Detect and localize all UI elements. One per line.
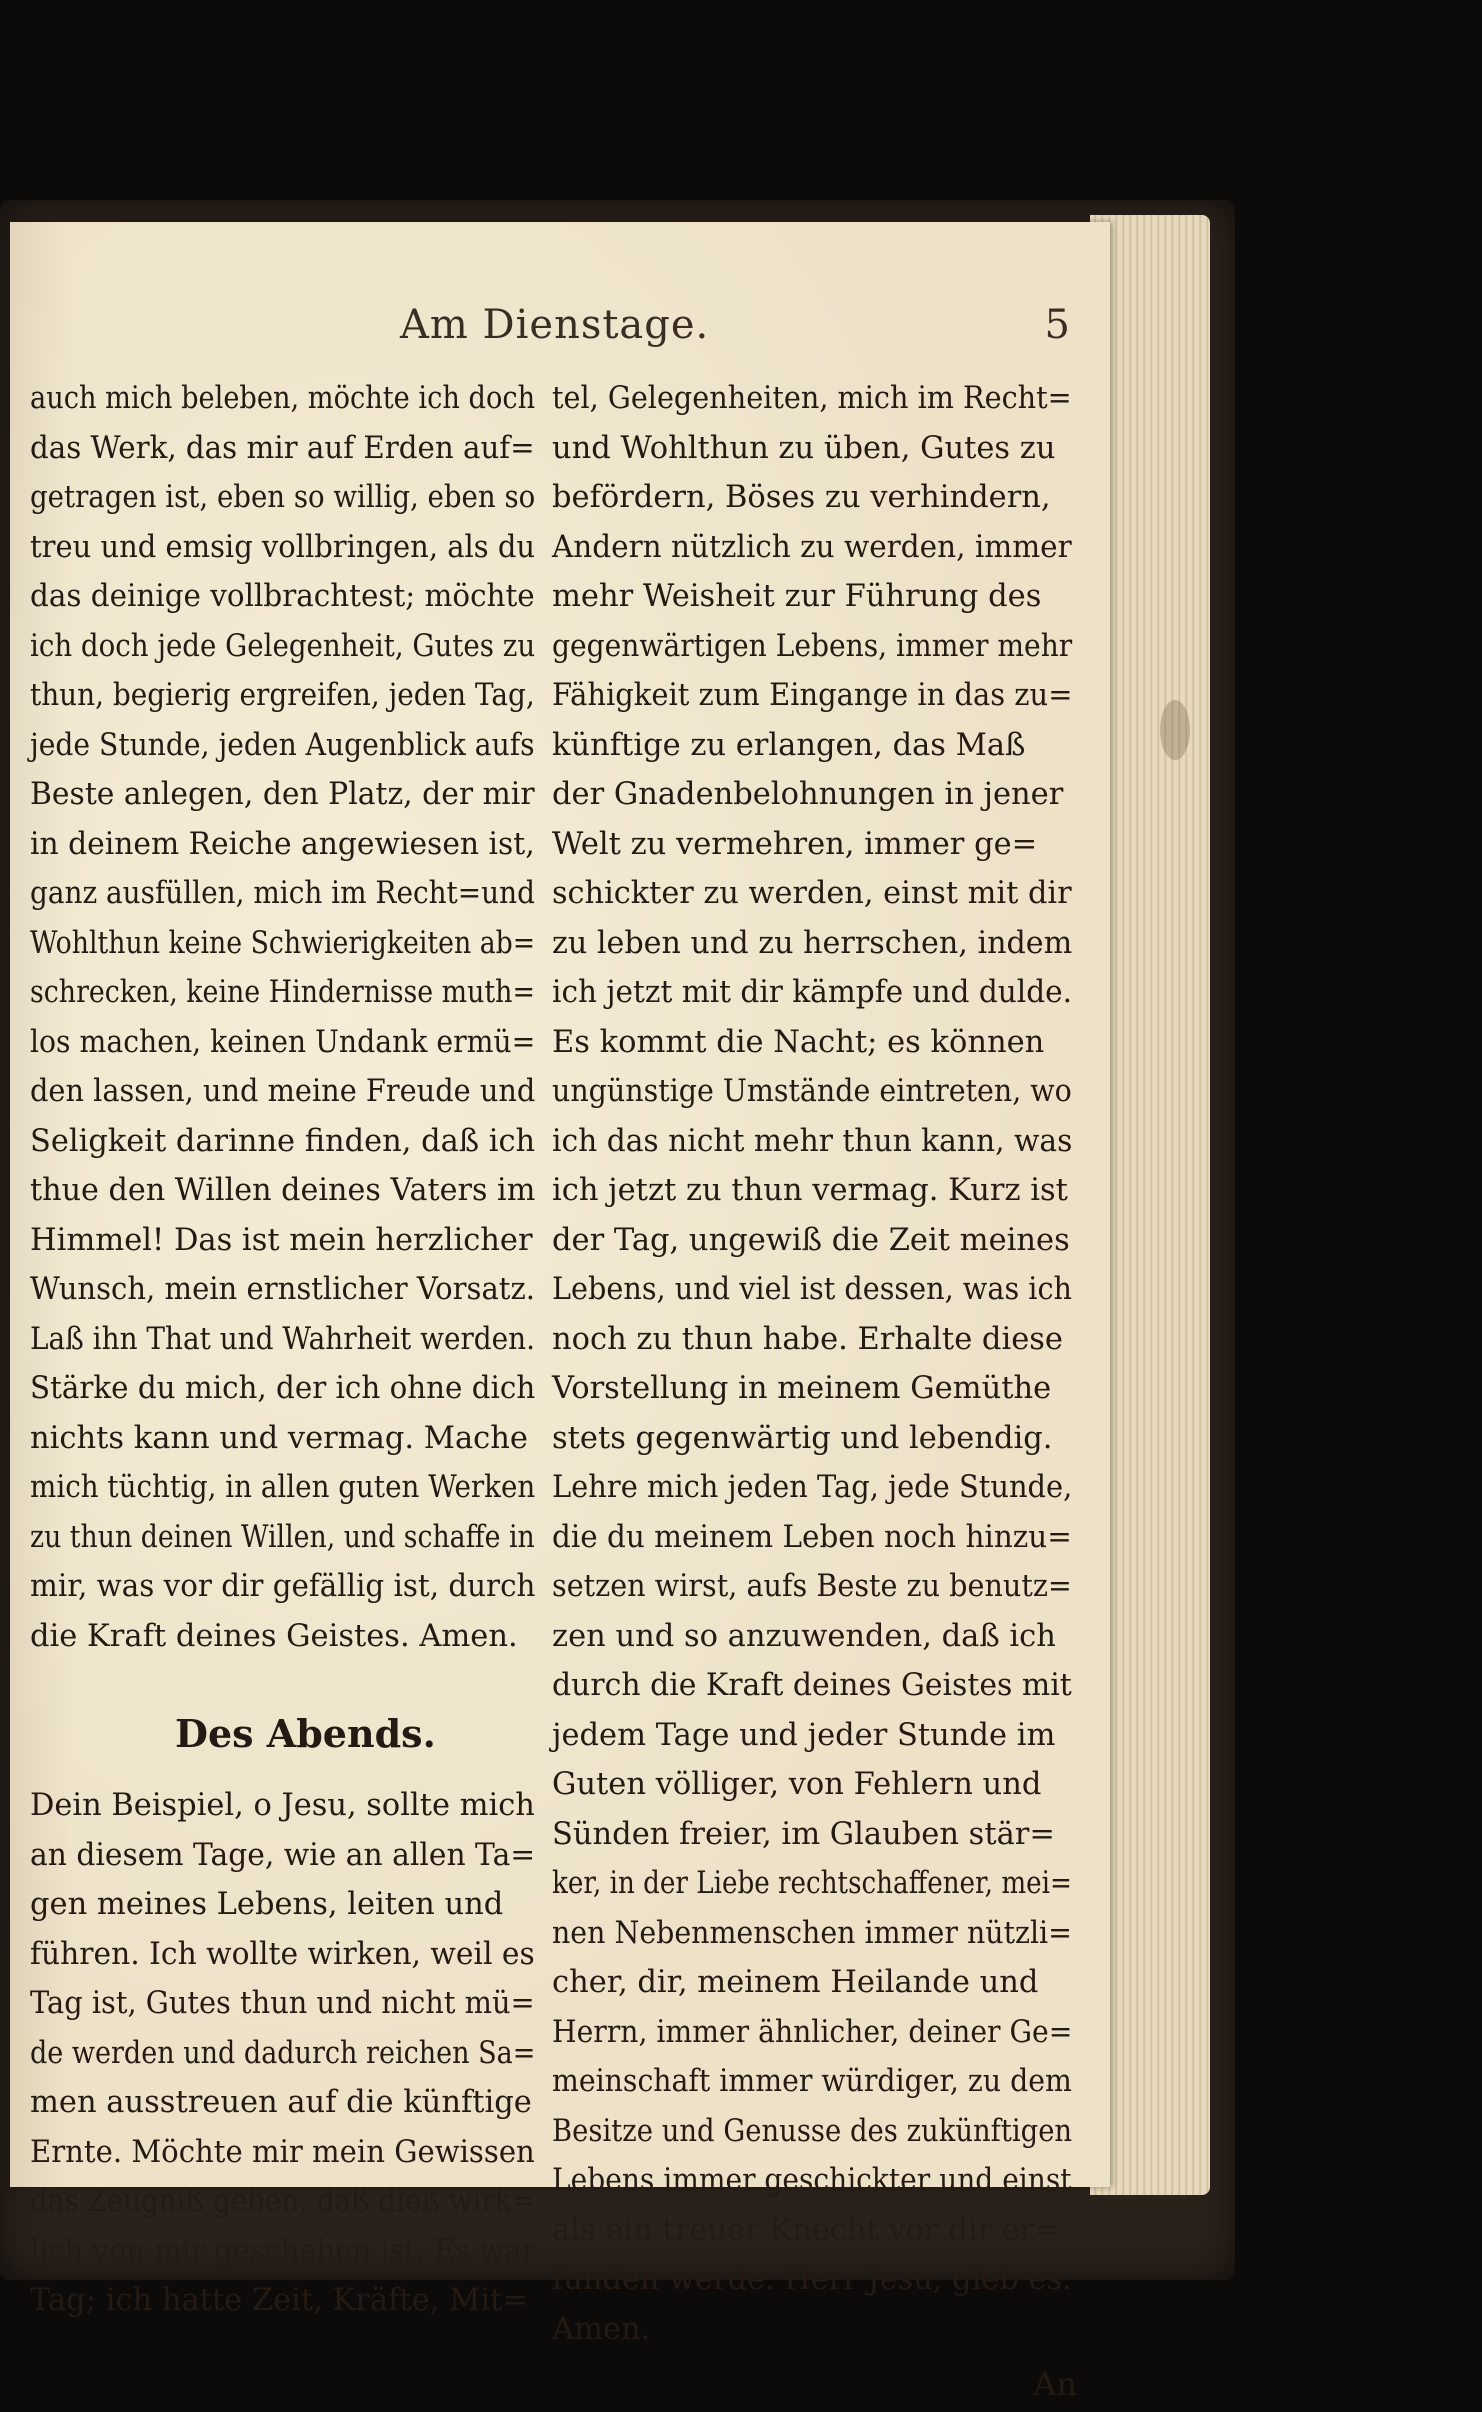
text-line: ganz ausfüllen, mich im Recht=und [30, 876, 535, 911]
text-line: ungünstige Umstände eintreten, wo [552, 1074, 1072, 1109]
left-column [30, 374, 540, 2326]
book-page [10, 222, 1110, 2403]
text-line: setzen wirst, aufs Beste zu benutz= [552, 1569, 1072, 1604]
text-line: los machen, keinen Undank ermü= [30, 1024, 536, 1060]
text-line: zen und so anzuwenden, daß ich [552, 1618, 1056, 1654]
text-line: jede Stunde, jeden Augenblick aufs [30, 727, 535, 763]
text-line: Dein Beispiel, o Jesu, sollte mich [30, 1788, 535, 1823]
text-line: führen. Ich wollte wirken, weil es [30, 1936, 535, 1972]
running-title: Am Dienstage. [400, 302, 710, 348]
text-line: Wohlthun keine Schwierigkeiten ab= [30, 925, 536, 961]
text-line: Tag ist, Gutes thun und nicht mü= [30, 1986, 535, 2021]
text-line: auch mich beleben, möchte ich doch [30, 381, 536, 416]
text-line: Guten völliger, von Fehlern und [552, 1767, 1042, 1802]
text-line: gen meines Lebens, leiten und [30, 1887, 504, 1922]
text-line: zu leben und zu herrschen, indem [552, 925, 1073, 961]
text-line: thue den Willen deines Vaters im [30, 1173, 536, 1208]
text-line: nen Nebenmenschen immer nützli= [552, 1915, 1072, 1951]
text-line: stets gegenwärtig und lebendig. [552, 1420, 1053, 1456]
text-line: die du meinem Leben noch hinzu= [552, 1519, 1072, 1555]
text-line: Wunsch, mein ernstlicher Vorsatz. [30, 1272, 535, 1307]
text-line: zu thun deinen Willen, und schaffe in [30, 1519, 535, 1555]
text-line: Seligkeit darinne finden, daß ich [30, 1123, 536, 1159]
text-line: thun, begierig ergreifen, jeden Tag, [30, 678, 535, 713]
text-line: ich jetzt mit dir kämpfe und dulde. [552, 975, 1072, 1010]
text-line: Sünden freier, im Glauben stär= [552, 1816, 1055, 1852]
text-line: die Kraft deines Geistes. Amen. [30, 1618, 518, 1654]
text-line: Lebens, und viel ist dessen, was ich [552, 1272, 1072, 1307]
text-line: Ernte. Möchte mir mein Gewissen [30, 2134, 535, 2170]
text-line: an diesem Tage, wie an allen Ta= [30, 1837, 536, 1873]
text-line: Es kommt die Nacht; es können [552, 1024, 1045, 1060]
text-line: lich von mir geschehen ist. Es war [30, 2233, 536, 2269]
text-line: ker, in der Liebe rechtschaffener, mei= [552, 1866, 1072, 1901]
text-line: befördern, Böses zu verhindern, [552, 480, 1051, 515]
text-line: Vorstellung in meinem Gemüthe [552, 1371, 1052, 1406]
left-column-bottom-text [30, 1781, 540, 2326]
text-line: ich jetzt zu thun vermag. Kurz ist [552, 1173, 1068, 1208]
text-line: mich tüchtig, in allen guten Werken [30, 1470, 536, 1505]
text-line: ich das nicht mehr thun kann, was [552, 1123, 1073, 1159]
text-line: das Zeugniß geben, daß dieß wirk= [30, 2184, 535, 2219]
text-line: ich doch jede Gelegenheit, Gutes zu [30, 628, 536, 664]
text-line: Herrn, immer ähnlicher, deiner Ge= [552, 2014, 1073, 2050]
text-line: tel, Gelegenheiten, mich im Recht= [552, 381, 1072, 416]
text-line: Fähigkeit zum Eingange in das zu= [552, 678, 1073, 713]
text-line: noch zu thun habe. Erhalte diese [552, 1321, 1063, 1357]
text-line: und Wohlthun zu üben, Gutes zu [552, 430, 1056, 466]
text-line: mehr Weisheit zur Führung des [552, 579, 1042, 614]
text-line: Besitze und Genusse des zukünftigen [552, 2113, 1073, 2149]
text-line: men ausstreuen auf die künftige [30, 2085, 532, 2120]
running-header [30, 302, 1070, 352]
text-line: meinschaft immer würdiger, zu dem [552, 2064, 1072, 2099]
text-line: schickter zu werden, einst mit dir [552, 876, 1072, 911]
text-line: der Gnadenbelohnungen in jener [552, 777, 1064, 812]
text-line: durch die Kraft deines Geistes mit [552, 1668, 1072, 1703]
section-heading: Des Abends. [175, 1711, 436, 1756]
text-line: schrecken, keine Hindernisse muth= [30, 975, 535, 1010]
text-line: nichts kann und vermag. Mache [30, 1420, 528, 1456]
text-line: Beste anlegen, den Platz, der mir [30, 777, 535, 812]
page-number: 5 [1044, 302, 1070, 348]
text-line: Lehre mich jeden Tag, jede Stunde, [552, 1470, 1073, 1505]
text-line: jedem Tage und jeder Stunde im [552, 1717, 1056, 1753]
text-line: Welt zu vermehren, immer ge= [552, 826, 1038, 862]
text-line: künftige zu erlangen, das Maß [552, 727, 1026, 763]
text-line: Laß ihn That und Wahrheit werden. [30, 1321, 536, 1357]
text-line: Lebens immer geschickter und einst [552, 2163, 1072, 2198]
catchword: An [1033, 2365, 1077, 2403]
left-column-top-text [30, 374, 540, 1661]
text-line: als ein treuer Knecht vor dir er= [552, 2212, 1061, 2248]
text-line: der Tag, ungewiß die Zeit meines [552, 1222, 1070, 1258]
text-line: treu und emsig vollbringen, als du [30, 529, 535, 565]
text-line: gegenwärtigen Lebens, immer mehr [552, 628, 1073, 664]
text-line: in deinem Reiche angewiesen ist, [30, 826, 535, 862]
text-line: Tag; ich hatte Zeit, Kräfte, Mit= [30, 2283, 528, 2318]
text-line: Himmel! Das ist mein herzlicher [30, 1222, 533, 1258]
stain [1160, 700, 1190, 760]
right-column [552, 374, 1077, 2410]
text-line: mir, was vor dir gefällig ist, durch [30, 1569, 536, 1604]
text-line: das deinige vollbrachtest; möchte [30, 579, 535, 614]
text-line: den lassen, und meine Freude und [30, 1074, 536, 1109]
text-line: das Werk, das mir auf Erden auf= [30, 430, 535, 466]
right-column-text [552, 374, 1077, 2354]
text-line: Amen. [552, 2311, 651, 2347]
text-line: funden werde. Herr Jesu, gieb es. [552, 2262, 1072, 2297]
text-line: Andern nützlich zu werden, immer [552, 529, 1072, 565]
text-line: cher, dir, meinem Heilande und [552, 1965, 1039, 2000]
text-line: Stärke du mich, der ich ohne dich [30, 1371, 536, 1406]
text-line: getragen ist, eben so willig, eben so [30, 480, 536, 515]
text-line: de werden und dadurch reichen Sa= [30, 2035, 536, 2071]
